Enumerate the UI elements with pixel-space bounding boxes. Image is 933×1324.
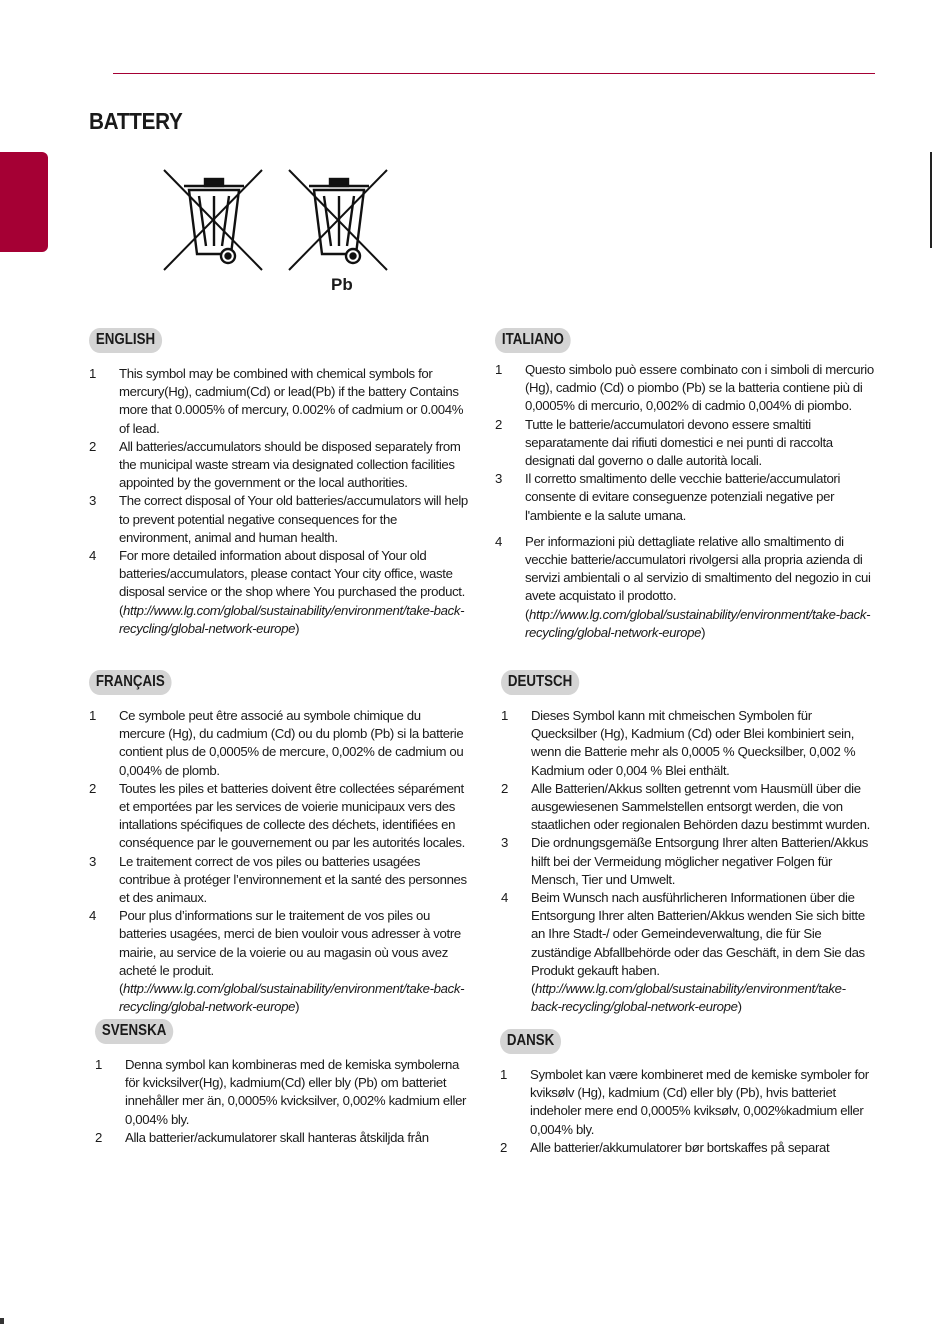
item-number: 4 (501, 890, 508, 906)
item-number: 2 (501, 780, 508, 796)
header-rule (113, 73, 875, 74)
item-text: All batteries/accumulators should be disposed separately from the municipal waste stream via designated collection facilities appointed by the government or the local authorities. (119, 438, 461, 491)
item-text-end: ) (295, 620, 300, 636)
recycling-link[interactable]: http://www.lg.com/global/sustainability/environment/take-back-recycling/global-network-europe (531, 981, 846, 1015)
section-dansk (500, 1029, 875, 1157)
item-number: 2 (89, 780, 96, 796)
section-svenska (95, 1019, 467, 1147)
item-number: 2 (495, 416, 502, 432)
list-item (95, 1129, 467, 1147)
section-heading: ENGLISH (89, 328, 162, 353)
pb-label: Pb (331, 275, 353, 294)
item-text: Toutes les piles et batteries doivent être collectées séparément et emportées par les services de voierie municipaux vers des intallations spécifiques de collecte des déchets, identifiées en conséquence par le gouvernement ou par les autorités locales. (119, 780, 465, 851)
recycling-link[interactable]: http://www.lg.com/global/sustainability/environment/take-back-recycling/global-network-europe (119, 602, 465, 636)
item-list (89, 365, 469, 638)
item-number: 3 (89, 493, 96, 509)
language-side-tab (0, 152, 48, 252)
page-corner-mark (0, 1318, 4, 1324)
item-number: 2 (95, 1129, 102, 1145)
page-title: BATTERY (89, 108, 183, 134)
list-item (89, 365, 469, 438)
list-item (89, 438, 469, 493)
list-item (495, 533, 875, 642)
item-text: Die ordnungsgemäße Entsorgung Ihrer alten Batterien/Akkus hilft bei der Vermeidung möglicher negativer Folgen für Mensch, Tier und Umwelt. (531, 835, 869, 887)
section-heading: DANSK (500, 1029, 561, 1054)
item-text: Le traitement correct de vos piles ou batteries usagées contribue à protéger l’environnement et la santé des personnes et des animaux. (119, 853, 467, 906)
item-text: Pour plus d’informations sur le traitement de vos piles ou batteries usagées, merci de bien vouloir vous adresser à votre mairie, au service de la voierie ou au magasin où vous avez acheté le produit. ( (119, 908, 461, 997)
section-heading: FRANÇAIS (89, 670, 172, 695)
crossed-out-wheelie-bin-pb-icon (287, 168, 389, 272)
list-item (95, 1056, 467, 1129)
item-text: Ce symbole peut être associé au symbole chimique du mercure (Hg), du cadmium (Cd) ou du plomb (Pb) si la batterie contient plus de 0,0005% de mercure, 0,002% de cadmium ou 0,004% de plomb. (119, 708, 464, 778)
list-item (501, 834, 876, 889)
list-item (501, 707, 876, 780)
item-text: This symbol may be combined with chemical symbols for mercury(Hg), cadmium(Cd) or lead(Pb) if the battery Contains more that 0.0005% of mercury, 0.002% of cadmium or 0.004% of lead. (119, 366, 464, 436)
section-heading: ITALIANO (495, 328, 571, 353)
item-list (95, 1056, 467, 1147)
item-list (89, 707, 469, 1016)
list-item (495, 470, 875, 525)
item-text: Alla batterier/ackumulatorer skall hanteras åtskiljda från (125, 1129, 429, 1145)
list-item (500, 1139, 875, 1157)
item-text: Dieses Symbol kann mit chmeischen Symbolen für Quecksilber (Hg), Kadmium (Cd) oder Blei kombiniert sein, wenn die Batterie mehr als 0,0005 % Quecksilber, 0,002 % Kadmium oder 0,004 % Blei enthält. (531, 708, 856, 778)
item-list (500, 1066, 875, 1157)
item-text: Denna symbol kan kombineras med de kemiska symbolerna för kvicksilver(Hg), kadmium(Cd) eller bly (Pb) om batteriet innehåller mer än, 0,0005% kvicksilver, 0,002% kadmium eller 0,004% bly. (125, 1057, 467, 1127)
item-text-end: ) (701, 624, 706, 640)
section-heading: SVENSKA (95, 1019, 173, 1044)
section-english (89, 328, 469, 638)
item-number: 1 (501, 708, 508, 723)
crossed-out-wheelie-bin-icon (162, 168, 264, 272)
item-text: Beim Wunsch nach ausführlicheren Informationen über die Entsorgung Ihrer alten Batterien/Akkus wenden Sie sich bitte an Ihre Stadt-/ oder Gemeindeverwaltung, die für Sie zuständige Abfallbehörde oder das Geschäft, in dem Sie das Produkt gekauft haben. ( (531, 890, 865, 997)
item-text-end: ) (295, 999, 300, 1015)
recycling-link[interactable]: http://www.lg.com/global/sustainability/environment/take-back-recycling/global-network-europe (525, 606, 871, 640)
item-text: The correct disposal of Your old batteries/accumulators will help to prevent potential negative consequences for the environment, animal and human health. (119, 493, 468, 545)
item-number: 3 (495, 471, 502, 487)
item-number: 1 (89, 366, 96, 381)
item-text-end: ) (737, 999, 742, 1015)
item-number: 1 (500, 1067, 507, 1082)
section-francais (89, 670, 469, 1016)
item-text: Il corretto smaltimento delle vecchie batterie/accumulatori consente di evitare conseguenze potenziali negative per l'ambiente e la salute umana. (525, 471, 841, 523)
item-text: Per informazioni più dettagliate relative allo smaltimento di vecchie batterie/accumulatori rivolgersi alla propria azienda di servizi ambientali o al servizio di smaltimento del negozio in cui avete acquistato il prodotto. ( (525, 533, 871, 622)
item-text: Symbolet kan være kombineret med de kemiske symboler for kviksølv (Hg), kadmium (Cd) eller bly (Pb), hvis batteriet indeholer mere end 0,0005% kviksølv, 0,002%kadmium eller 0,004% bly. (530, 1067, 869, 1137)
item-number: 4 (495, 533, 502, 549)
section-deutsch (501, 670, 876, 1016)
list-item (89, 492, 469, 547)
item-number: 1 (89, 708, 96, 723)
list-item (495, 361, 875, 416)
item-text: Alle Batterien/Akkus sollten getrennt vom Hausmüll über die ausgewiesenen Sammelstellen entsorgt werden, die von staatlichen oder regionalen Behörden dazu bestimmt wurden. (531, 780, 870, 833)
section-italiano (495, 328, 875, 642)
item-number: 1 (495, 362, 502, 377)
item-number: 2 (89, 438, 96, 454)
item-text: Tutte le batterie/accumulatori devono essere smaltiti separatamente dai rifiuti domestici e nei punti di raccolta designati dal governo o dalle autorità locali. (525, 416, 833, 469)
list-item (500, 1066, 875, 1139)
list-item (501, 780, 876, 835)
list-item (89, 547, 469, 638)
list-item (89, 907, 469, 1016)
item-number: 3 (89, 853, 96, 869)
item-number: 2 (500, 1139, 507, 1155)
list-item (89, 853, 469, 908)
list-item (89, 780, 469, 853)
item-number: 4 (89, 908, 96, 924)
section-heading: DEUTSCH (501, 670, 579, 695)
list-item (501, 889, 876, 1016)
list-item (495, 416, 875, 471)
page-edge-mark (930, 152, 932, 248)
item-list (495, 361, 875, 642)
item-text: Alle batterier/akkumulatorer bør bortskaffes på separat (530, 1139, 830, 1155)
item-number: 4 (89, 548, 96, 564)
recycling-link[interactable]: http://www.lg.com/global/sustainability/environment/take-back-recycling/global-network-europe (119, 981, 465, 1015)
item-number: 3 (501, 835, 508, 851)
item-number: 1 (95, 1057, 102, 1072)
item-text: For more detailed information about disposal of Your old batteries/accumulators, please contact Your city office, waste disposal service or the shop where You purchased the product. ( (119, 548, 465, 618)
item-list (501, 707, 876, 1016)
list-item (89, 707, 469, 780)
item-text: Questo simbolo può essere combinato con i simboli di mercurio (Hg), cadmio (Cd) o piombo (Pb) se la batteria contiene più di 0,0005% di mercurio, 0,002% di cadmio 0,004% di piombo. (525, 362, 874, 414)
